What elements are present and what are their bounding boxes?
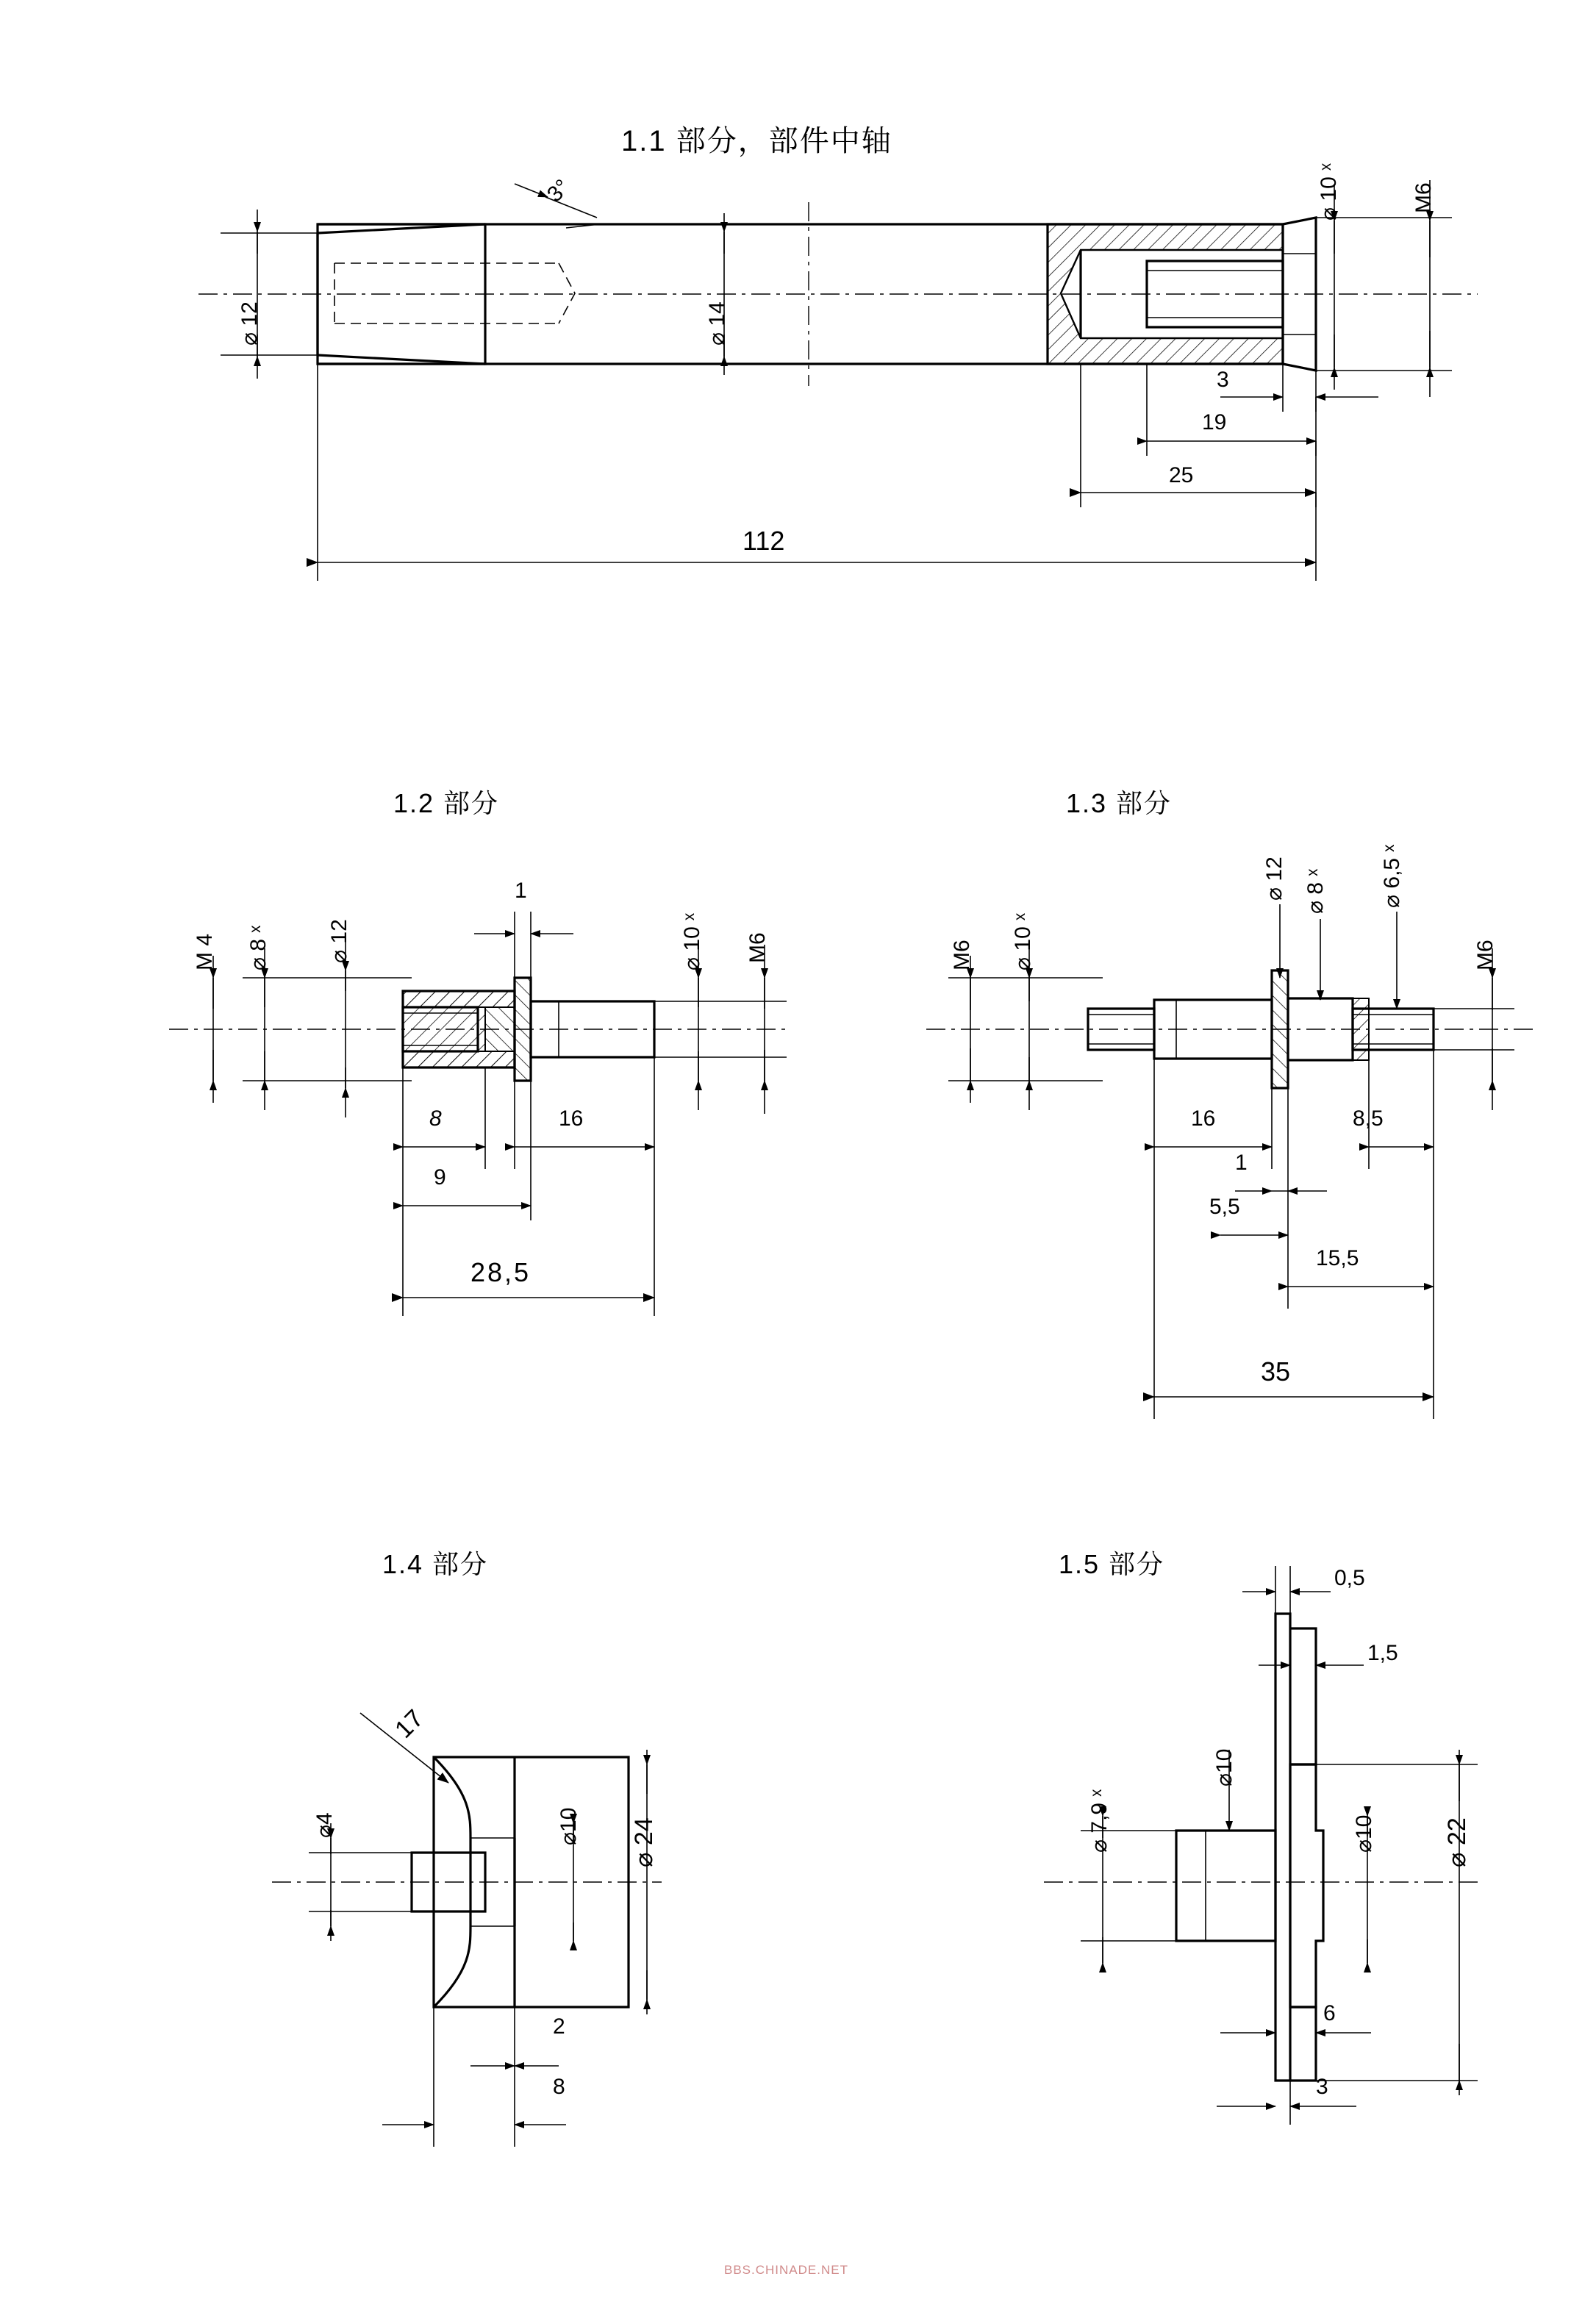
dim-1-3-d65x: ⌀ 6,5 ˣ xyxy=(1380,844,1404,908)
dim-1-5-l05: 0,5 xyxy=(1334,1566,1365,1590)
dim-1-3-l1: 1 xyxy=(1235,1151,1248,1175)
dim-1-1-m6: M6 xyxy=(1411,182,1436,213)
part-1-5-title: 1.5 部分 xyxy=(1059,1549,1165,1579)
dim-1-2-m4: M 4 xyxy=(193,933,217,970)
dim-1-1-d12: ⌀ 12 xyxy=(237,301,262,346)
part-1-1-geometry xyxy=(198,180,1478,581)
dim-1-2-l285: 28,5 xyxy=(470,1257,532,1287)
dim-1-3-d8x: ⌀ 8 ˣ xyxy=(1303,868,1328,914)
dim-1-4-r17: 17 xyxy=(390,1704,429,1744)
dim-1-5-d79x: ⌀ 7,9 ˣ xyxy=(1087,1789,1112,1853)
dim-1-3-d12: ⌀ 12 xyxy=(1262,856,1287,901)
part-1-4-geometry xyxy=(272,1713,662,2147)
dim-1-1-d10x: ⌀ 10 ˣ xyxy=(1317,163,1341,221)
dim-1-1-l112: 112 xyxy=(742,526,785,556)
dim-1-1-d14: ⌀ 14 xyxy=(705,301,729,346)
dim-1-3-d10x: ⌀ 10 ˣ xyxy=(1011,913,1035,970)
part-1-1-title: 1.1 部分，部件中轴 xyxy=(621,125,892,157)
watermark-text: BBS.CHINADE.NET xyxy=(724,2263,848,2277)
dim-1-3-m6-right: M6 xyxy=(1473,940,1497,970)
dim-1-4-l8: 8 xyxy=(553,2075,565,2099)
dim-1-2-l9: 9 xyxy=(434,1165,446,1190)
dim-1-5-d10-left: ⌀10 xyxy=(1212,1748,1237,1786)
part-1-3-geometry xyxy=(926,904,1536,1419)
dim-1-2-l16: 16 xyxy=(559,1106,584,1131)
dim-1-4-d24: ⌀ 24 xyxy=(630,1817,658,1867)
dim-1-2-1: 1 xyxy=(515,879,527,903)
dim-1-1-l25: 25 xyxy=(1169,463,1194,487)
dim-1-5-d10-right: ⌀10 xyxy=(1352,1814,1376,1853)
dim-1-3-l155: 15,5 xyxy=(1316,1246,1359,1270)
part-1-2-geometry xyxy=(169,912,787,1316)
dim-1-3-l16: 16 xyxy=(1191,1106,1216,1131)
dim-1-2-m6: M6 xyxy=(745,932,770,963)
part-1-4-title: 1.4 部分 xyxy=(382,1549,489,1579)
dim-1-3-l35: 35 xyxy=(1261,1356,1291,1387)
dim-1-2-l8: 8 xyxy=(429,1106,442,1131)
dim-1-3-m6-left: M6 xyxy=(950,940,974,970)
dim-1-4-d10: ⌀10 xyxy=(557,1807,581,1845)
dim-1-1-l19: 19 xyxy=(1202,410,1227,434)
dim-1-5-l6: 6 xyxy=(1323,2001,1336,2025)
dim-1-2-d10x: ⌀ 10 ˣ xyxy=(680,913,704,970)
part-1-3-title: 1.3 部分 xyxy=(1066,788,1173,818)
dim-1-2-d12: ⌀ 12 xyxy=(327,919,351,963)
dim-1-5-l15: 1,5 xyxy=(1367,1641,1398,1665)
dim-1-2-d8x: ⌀ 8 ˣ xyxy=(246,925,271,970)
dim-1-3-l55: 5,5 xyxy=(1209,1195,1240,1219)
dim-1-1-angle: 3° xyxy=(543,174,575,207)
part-1-2-title: 1.2 部分 xyxy=(393,788,500,818)
dim-1-1-l3: 3 xyxy=(1217,368,1229,392)
dim-1-4-d4: ⌀4 xyxy=(312,1812,337,1838)
dim-1-4-l2: 2 xyxy=(553,2014,565,2039)
dim-1-5-d22: ⌀ 22 xyxy=(1443,1817,1471,1867)
dim-1-5-l3: 3 xyxy=(1316,2075,1328,2099)
dim-1-3-l85: 8,5 xyxy=(1353,1106,1384,1131)
